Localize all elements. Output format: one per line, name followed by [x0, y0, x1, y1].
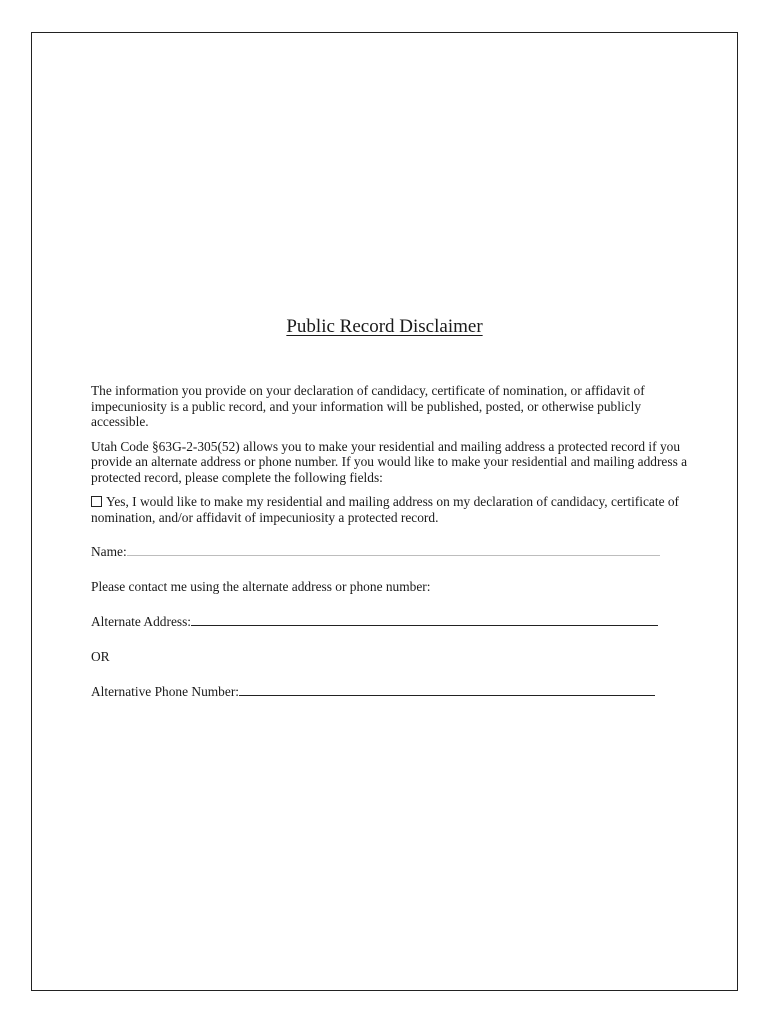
alternative-phone-input-line[interactable] — [239, 683, 655, 696]
name-input-line[interactable] — [127, 543, 660, 556]
alternate-address-input-line[interactable] — [191, 613, 658, 626]
alternative-phone-row — [91, 683, 691, 700]
document-title: Public Record Disclaimer — [286, 316, 483, 337]
name-field-row — [91, 543, 691, 560]
protected-record-checkbox[interactable] — [91, 496, 102, 507]
protected-record-checkbox-label: Yes, I would like to make my residential and mailing address on my declaration of candidacy, certificate of nomination, and/or affidavit of impecuniosity a protected record. — [91, 494, 680, 525]
alternate-address-label: Alternate Address: — [91, 614, 192, 629]
alternate-address-row — [91, 613, 691, 630]
document-body — [91, 383, 691, 719]
name-label: Name: — [91, 544, 127, 559]
alternative-phone-label: Alternative Phone Number: — [91, 684, 240, 699]
or-separator: OR — [91, 648, 110, 664]
protected-record-checkbox-row — [91, 494, 691, 525]
public-record-paragraph: The information you provide on your declaration of candidacy, certificate of nomination, or affidavit of impecuniosity is a public record, and your information will be published, posted, or otherwise publicly accessible. — [91, 383, 645, 429]
utah-code-paragraph: Utah Code §63G-2-305(52) allows you to make your residential and mailing address a protected record if you provide an alternate address or phone number. If you would like to make your residential and mailing address a protected record, please complete the following fields: — [91, 438, 688, 485]
document-page — [31, 32, 738, 991]
contact-instruction: Please contact me using the alternate address or phone number: — [91, 578, 431, 594]
